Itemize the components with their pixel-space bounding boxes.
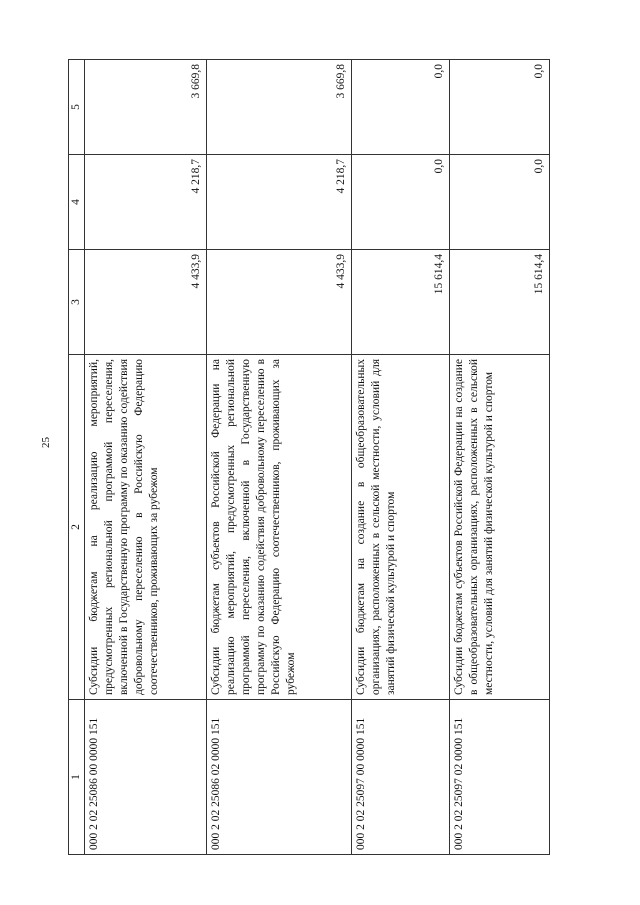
table-row	[352, 60, 450, 855]
row-code: 000 2 02 25097 02 0000 151	[450, 700, 550, 855]
row-value-col4: 0,0	[352, 155, 450, 250]
row-value-col5: 0,0	[450, 60, 550, 155]
rotated-table-container	[68, 60, 568, 855]
row-code: 000 2 02 25086 00 0000 151	[85, 700, 207, 855]
row-value-col5: 0,0	[352, 60, 450, 155]
row-value-col3: 4 433,9	[207, 250, 352, 355]
header-col-2: 2	[69, 355, 85, 700]
row-value-col3: 4 433,9	[85, 250, 207, 355]
budget-table	[68, 59, 550, 855]
row-description: Субсидии бюджетам субъектов Российской Федерации на реализацию мероприятий, предусмотренных региональной программой переселения, включенной в Государственную программу по оказанию содействия добровольному переселению в Российскую Федерацию соотечественников, проживающих за рубежом	[207, 355, 352, 700]
row-code: 000 2 02 25086 02 0000 151	[207, 700, 352, 855]
row-value-col4: 0,0	[450, 155, 550, 250]
page-number: 25	[40, 437, 52, 448]
header-col-4: 4	[69, 155, 85, 250]
row-value-col5: 3 669,8	[85, 60, 207, 155]
row-description: Субсидии бюджетам на создание в общеобразовательных организациях, расположенных в сельской местности, условий для занятий физической культурой и спортом	[352, 355, 450, 700]
row-value-col3: 15 614,4	[450, 250, 550, 355]
row-value-col4: 4 218,7	[207, 155, 352, 250]
row-value-col4: 4 218,7	[85, 155, 207, 250]
header-row	[69, 60, 85, 855]
row-description: Субсидии бюджетам субъектов Российской Федерации на создание в общеобразовательных организациях, расположенных в сельской местности, условий для занятий физической культурой и спортом	[450, 355, 550, 700]
row-value-col3: 15 614,4	[352, 250, 450, 355]
header-col-5: 5	[69, 60, 85, 155]
table-row	[450, 60, 550, 855]
row-value-col5: 3 669,8	[207, 60, 352, 155]
header-col-1: 1	[69, 700, 85, 855]
row-code: 000 2 02 25097 00 0000 151	[352, 700, 450, 855]
row-description: Субсидии бюджетам на реализацию мероприятий, предусмотренных региональной программой переселения, включенной в Государственную программу по оказанию содействия добровольному переселению в Российскую Федерацию соотечественников, проживающих за рубежом	[85, 355, 207, 700]
header-col-3: 3	[69, 250, 85, 355]
table-row	[85, 60, 207, 855]
table-row	[207, 60, 352, 855]
